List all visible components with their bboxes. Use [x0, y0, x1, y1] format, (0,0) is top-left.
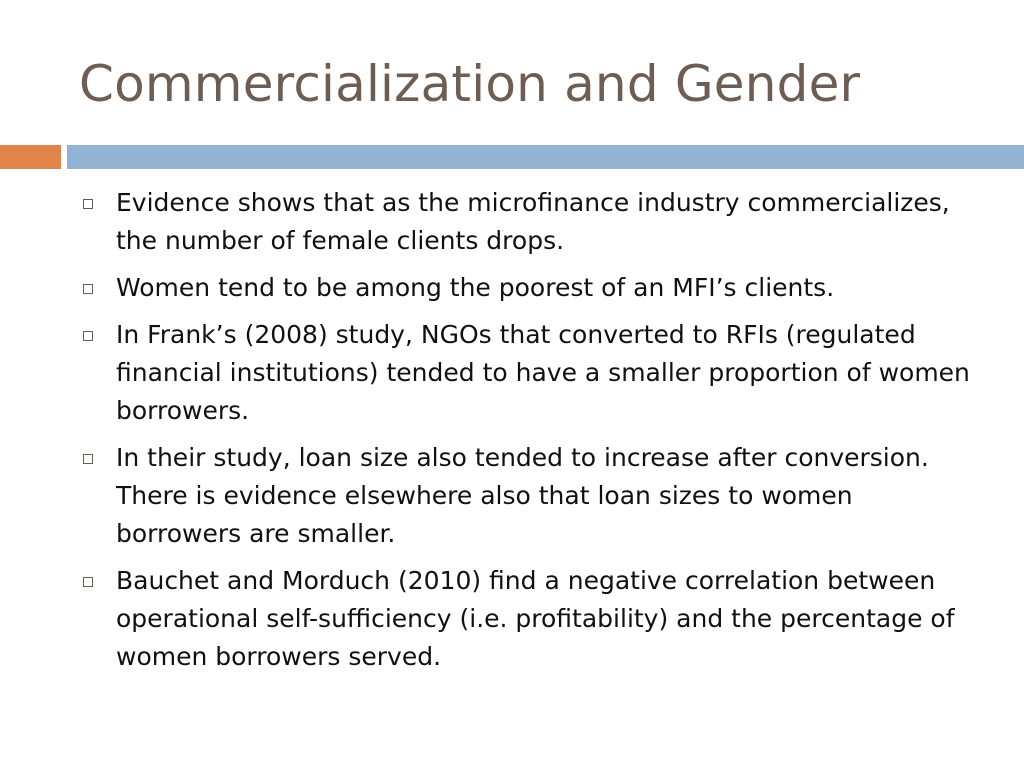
hollow-square-bullet-icon — [83, 454, 93, 464]
bullet-text: Evidence shows that as the microfinance industry commercializes, the number of female clients drops. — [116, 188, 950, 255]
accent-bar-orange — [0, 145, 61, 169]
bullet-list — [79, 184, 979, 685]
hollow-square-bullet-icon — [83, 284, 93, 294]
slide-title: Commercialization and Gender — [79, 55, 861, 113]
bullet-item — [79, 439, 979, 553]
bullet-item — [79, 562, 979, 676]
bullet-text: In Frank’s (2008) study, NGOs that converted to RFIs (regulated financial institutions) tended to have a smaller proportion of women borrowers. — [116, 320, 970, 425]
hollow-square-bullet-icon — [83, 577, 93, 587]
hollow-square-bullet-icon — [83, 331, 93, 341]
bullet-text: Bauchet and Morduch (2010) find a negative correlation between operational self-sufficiency (i.e. profitability) and the percentage of women borrowers served. — [116, 566, 955, 671]
hollow-square-bullet-icon — [83, 199, 93, 209]
bullet-item — [79, 269, 979, 307]
bullet-text: In their study, loan size also tended to increase after conversion. There is evidence elsewhere also that loan sizes to women borrowers are smaller. — [116, 443, 929, 548]
bullet-item — [79, 184, 979, 260]
accent-bar-blue — [67, 145, 1024, 169]
bullet-text: Women tend to be among the poorest of an MFI’s clients. — [116, 273, 835, 302]
bullet-item — [79, 316, 979, 430]
